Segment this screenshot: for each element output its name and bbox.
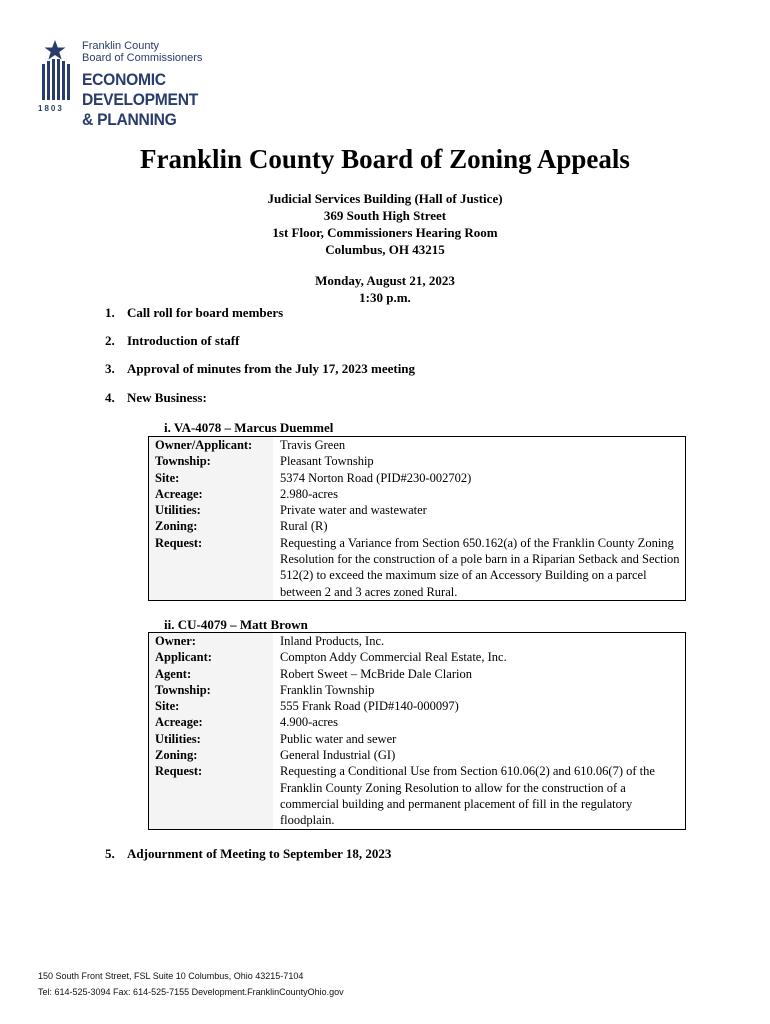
field-value: Inland Products, Inc. — [280, 634, 385, 648]
table-row — [149, 633, 686, 650]
field-label: Utilities: — [149, 502, 274, 518]
agenda-text: Introduction of staff — [127, 333, 240, 348]
field-value: Requesting a Variance from Section 650.162(a) of the Franklin County Zoning Resolution for the construction of a pole barn in a Riparian Setback and Section 512(2) to exceed the maximum size of an Accessory Building on a parcel between 2 and 3 acres zoned Rural. — [280, 535, 680, 599]
page-footer — [38, 968, 344, 1000]
field-value: Public water and sewer — [280, 731, 397, 746]
field-label: Zoning: — [149, 518, 274, 534]
footer-contact: Tel: 614-525-3094 Fax: 614-525-7155 Development.FranklinCountyOhio.gov — [38, 987, 344, 997]
logo-department-name — [82, 70, 262, 130]
page-title: Franklin County Board of Zoning Appeals — [140, 144, 630, 174]
field-value: Requesting a Conditional Use from Section 610.06(2) and 610.06(7) of the Franklin County Zoning Resolution to allow for the construction of a commercial building and permanent placement of fill in the regulatory floodplain. — [280, 764, 655, 828]
field-label: Zoning: — [149, 747, 274, 763]
county-logo — [38, 38, 278, 129]
agenda-number: 1. — [105, 305, 115, 320]
location-line: Columbus, OH 43215 — [325, 242, 445, 257]
agenda-text: Approval of minutes from the July 17, 2023 meeting — [127, 361, 416, 376]
location-line: Judicial Services Building (Hall of Justice) — [267, 191, 503, 206]
agenda-item — [105, 333, 239, 349]
table-row — [149, 535, 686, 601]
agenda-text: New Business: — [127, 390, 207, 405]
field-value: 2.980-acres — [280, 486, 338, 501]
field-value: General Industrial (GI) — [280, 748, 396, 763]
field-value: Franklin Township — [280, 682, 375, 697]
table-row — [149, 518, 686, 534]
logo-county-line2: Board of Commissioners — [82, 52, 203, 64]
table-row — [149, 698, 686, 714]
meeting-datetime — [0, 272, 770, 306]
field-value: 5374 Norton Road (PID#230-002702) — [280, 470, 472, 485]
field-value: Travis Green — [280, 438, 346, 452]
logo-year: 1803 — [38, 104, 64, 113]
table-row — [149, 682, 686, 698]
table-row — [149, 486, 686, 502]
field-label: Owner: — [149, 633, 274, 650]
field-label: Township: — [149, 682, 274, 698]
field-label: Acreage: — [149, 714, 274, 730]
case-title: ii. CU-4079 – Matt Brown — [164, 617, 308, 632]
agenda-item — [105, 390, 207, 406]
footer-address: 150 South Front Street, FSL Suite 10 Columbus, Ohio 43215-7104 — [38, 971, 304, 981]
meeting-location — [0, 190, 770, 258]
agenda-number: 5. — [105, 846, 115, 861]
agenda-item — [105, 846, 391, 862]
agenda-text: Call roll for board members — [127, 305, 284, 320]
table-row — [149, 714, 686, 730]
location-line: 1st Floor, Commissioners Hearing Room — [272, 225, 498, 240]
field-label: Acreage: — [149, 486, 274, 502]
field-label: Township: — [149, 453, 274, 469]
field-value: Pleasant Township — [280, 454, 374, 469]
table-row — [149, 731, 686, 747]
logo-county-line1: Franklin County — [82, 40, 160, 52]
field-label: Request: — [149, 763, 274, 829]
location-line: 369 South High Street — [323, 208, 447, 223]
table-row — [149, 502, 686, 518]
field-value: Robert Sweet – McBride Dale Clarion — [280, 666, 472, 681]
agenda-text: Adjournment of Meeting to September 18, 2023 — [127, 846, 392, 861]
logo-dept-line1: ECONOMIC DEVELOPMENT — [82, 70, 199, 109]
agenda-number: 4. — [105, 390, 115, 405]
field-label: Site: — [149, 470, 274, 486]
agenda-item — [105, 305, 283, 321]
agenda-number: 2. — [105, 333, 115, 348]
field-value: 555 Frank Road (PID#140-000097) — [280, 699, 459, 714]
agenda-number: 3. — [105, 361, 115, 376]
field-label: Site: — [149, 698, 274, 714]
field-label: Agent: — [149, 666, 274, 682]
field-value: Private water and wastewater — [280, 503, 427, 518]
field-value: 4.900-acres — [280, 715, 338, 730]
logo-county-name — [82, 40, 202, 64]
courthouse-star-icon — [38, 38, 72, 114]
meeting-time: 1:30 p.m. — [359, 290, 411, 305]
table-row — [149, 666, 686, 682]
field-label: Applicant: — [149, 649, 274, 665]
case-details-table — [148, 632, 686, 830]
field-label: Utilities: — [149, 731, 274, 747]
meeting-date: Monday, August 21, 2023 — [315, 273, 455, 288]
case-title: i. VA-4078 – Marcus Duemmel — [164, 420, 334, 435]
field-value: Rural (R) — [280, 519, 328, 534]
table-row — [149, 763, 686, 829]
table-row — [149, 649, 686, 665]
table-row — [149, 470, 686, 486]
table-row — [149, 437, 686, 454]
field-label: Owner/Applicant: — [149, 437, 274, 454]
case-details-table — [148, 436, 686, 601]
agenda-item — [105, 361, 415, 377]
logo-dept-line2: & PLANNING — [82, 110, 177, 129]
field-value: Compton Addy Commercial Real Estate, Inc. — [280, 650, 507, 665]
table-row — [149, 453, 686, 469]
table-row — [149, 747, 686, 763]
field-label: Request: — [149, 535, 274, 601]
